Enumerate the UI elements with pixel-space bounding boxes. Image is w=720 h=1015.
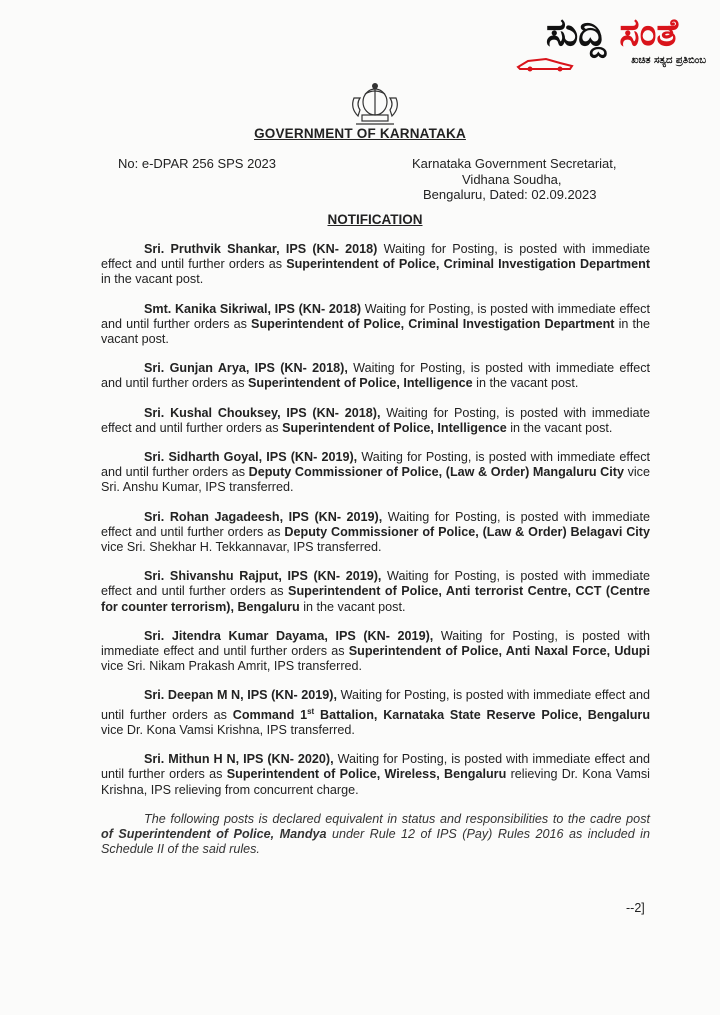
bold-text-segment: Sri. Pruthvik Shankar, IPS (KN- 2018) — [144, 242, 378, 256]
posting-paragraph — [101, 242, 650, 288]
text-segment: in the vacant post. — [101, 316, 650, 347]
posting-paragraph — [101, 406, 650, 436]
text-segment: vice Sri. Anshu Kumar, IPS transferred. — [101, 465, 650, 495]
text-segment: Waiting for Posting, is posted with immediate effect and until further orders as — [101, 450, 650, 480]
bold-text-segment: Superintendent of Police, Wireless, Bengaluru — [226, 767, 507, 782]
text-segment: in the vacant post. — [506, 420, 613, 435]
karnataka-emblem-icon — [346, 80, 404, 130]
bold-text-segment: of Superintendent of Police, Mandya — [101, 827, 327, 842]
text-segment: Waiting for Posting, is posted with immediate effect and until further orders as — [101, 752, 651, 782]
posting-paragraph — [101, 629, 650, 675]
bold-text-segment: Sri. Mithun H N, IPS (KN- 2020), — [144, 752, 334, 767]
text-segment: Waiting for Posting, is posted with immediate effect and until further orders as — [101, 301, 650, 331]
posting-paragraph — [101, 569, 650, 615]
posting-paragraph — [101, 752, 650, 798]
bold-text-segment: Superintendent of Police, Anti Naxal Force, Udupi — [348, 644, 650, 659]
text-segment: Waiting for Posting, is posted with immediate effect and until further orders as — [101, 509, 650, 539]
notification-title: NOTIFICATION — [327, 212, 423, 227]
bold-text-segment: Sri. Shivanshu Rajput, IPS (KN- 2019), — [144, 569, 382, 584]
bold-text-segment: Sri. Deepan M N, IPS (KN- 2019), — [144, 688, 337, 703]
text-segment: relieving Dr. Kona Vamsi Krishna, IPS relieving from concurrent charge. — [101, 767, 650, 797]
bold-text-segment: Sri. Kushal Chouksey, IPS (KN- 2018), — [144, 405, 381, 420]
posting-paragraph — [101, 688, 650, 738]
bold-text-segment: Deputy Commissioner of Police, (Law & Order) Mangaluru City — [248, 465, 624, 480]
bold-text-segment: Command 1 — [232, 707, 308, 722]
brand-tagline: ಖಚಿತ ಸತ್ಯದ ಪ್ರತಿಬಿಂಬ — [631, 55, 706, 66]
text-segment: Waiting for Posting, is posted with immediate effect and until further orders as — [101, 688, 650, 722]
text-segment: Waiting for Posting, is posted with immediate effect and until further orders as — [101, 628, 650, 659]
page-continuation-marker: --2] — [626, 901, 645, 915]
bold-text-segment: Superintendent of Police, Intelligence — [282, 420, 507, 435]
address-line: Karnataka Government Secretariat, — [412, 156, 617, 171]
posting-paragraph — [101, 302, 650, 348]
brand-name-word1: ಸುದ್ದಿ — [545, 10, 607, 54]
bold-text-segment: Superintendent of Police, Criminal Investigation Department — [286, 257, 651, 272]
text-segment: Waiting for Posting, is posted with immediate effect and until further orders as — [101, 242, 650, 272]
bold-text-segment: Superintendent of Police, Anti terrorist Centre, CCT (Centre for counter terrorism), Bengaluru — [101, 584, 650, 614]
bold-text-segment: Sri. Gunjan Arya, IPS (KN- 2018), — [144, 361, 348, 376]
posting-paragraph — [101, 361, 650, 391]
brand-logo — [512, 10, 712, 72]
posting-paragraph — [101, 450, 650, 496]
text-segment: in the vacant post. — [101, 272, 204, 287]
text-segment: vice Sri. Shekhar H. Tekkannavar, IPS transferred. — [101, 540, 382, 555]
text-segment: The following posts is declared equivalent in status and responsibilities to the cadre post — [144, 811, 650, 826]
text-segment: in the vacant post. — [472, 376, 579, 391]
bold-text-segment: st — [307, 706, 315, 716]
bold-text-segment: Smt. Kanika Sikriwal, IPS (KN- 2018) — [144, 301, 362, 316]
car-icon — [516, 54, 576, 72]
notification-body — [101, 242, 650, 871]
reference-number: No: e-DPAR 256 SPS 2023 — [118, 156, 277, 171]
posting-paragraph — [101, 510, 650, 556]
government-heading: GOVERNMENT OF KARNATAKA — [254, 126, 466, 141]
text-segment: vice Dr. Kona Vamsi Krishna, IPS transferred. — [101, 723, 355, 738]
bold-text-segment: Superintendent of Police, Criminal Investigation Department — [251, 316, 615, 331]
text-segment: Waiting for Posting, is posted with immediate effect and until further orders as — [101, 569, 650, 599]
text-segment: Waiting for Posting, is posted with immediate effect and until further orders as — [101, 405, 650, 435]
address-line: Vidhana Soudha, — [462, 171, 562, 187]
brand-name — [512, 10, 712, 54]
bold-text-segment: Sri. Jitendra Kumar Dayama, IPS (KN- 2019), — [144, 628, 434, 643]
bold-text-segment: Deputy Commissioner of Police, (Law & Order) Belagavi City — [284, 524, 650, 539]
bold-text-segment: Sri. Rohan Jagadeesh, IPS (KN- 2019), — [144, 509, 383, 524]
text-segment: Waiting for Posting, is posted with immediate effect and until further orders as — [101, 361, 650, 391]
text-segment: in the vacant post. — [299, 599, 406, 614]
bold-text-segment: Superintendent of Police, Intelligence — [248, 376, 473, 391]
bold-text-segment: Battalion, Karnataka State Reserve Police, Bengaluru — [314, 707, 651, 722]
brand-name-word2: ಸಂತೆ — [619, 10, 679, 54]
text-segment: under Rule 12 of IPS (Pay) Rules 2016 as included in Schedule II of the said rules. — [101, 827, 650, 857]
closing-paragraph — [101, 812, 650, 858]
address-line: Bengaluru, Dated: 02.09.2023 — [423, 187, 597, 202]
issuing-address — [412, 156, 617, 203]
bold-text-segment: Sri. Sidharth Goyal, IPS (KN- 2019), — [144, 450, 358, 465]
text-segment: vice Sri. Nikam Prakash Amrit, IPS transferred. — [101, 659, 363, 674]
